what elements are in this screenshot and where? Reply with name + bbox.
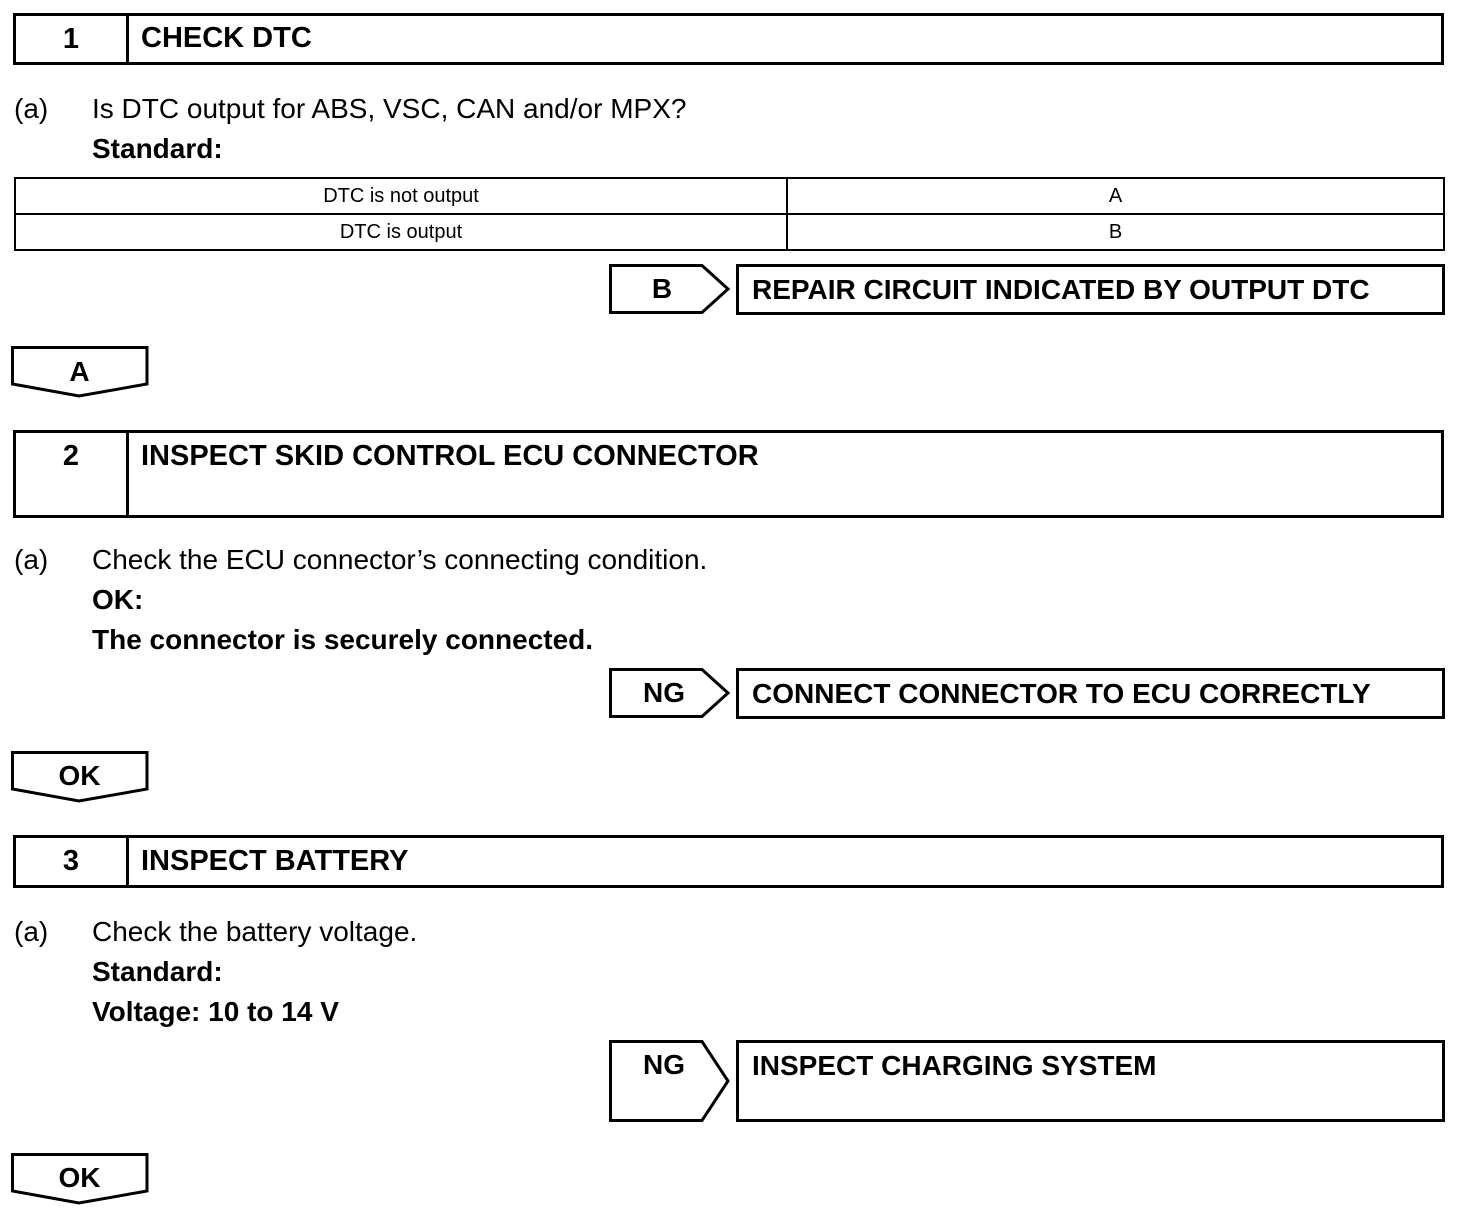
branch-label: NG — [643, 1049, 685, 1080]
standard-label: Standard: — [92, 956, 223, 987]
step-title: INSPECT SKID CONTROL ECU CONNECTOR — [141, 440, 759, 472]
branch-action-box: INSPECT CHARGING SYSTEM — [736, 1040, 1445, 1122]
ok-label: OK: — [92, 584, 144, 615]
step-number: 2 — [16, 433, 129, 515]
step-2-header — [13, 430, 1444, 518]
step-title: CHECK DTC — [141, 22, 312, 54]
table-cell-condition: DTC is not output — [15, 178, 787, 214]
branch-label: NG — [643, 677, 685, 708]
step-number: 1 — [16, 16, 129, 62]
standard-label: Standard: — [92, 133, 223, 164]
branch-action-box: CONNECT CONNECTOR TO ECU CORRECTLY — [736, 668, 1445, 719]
ok-condition: The connector is securely connected. — [92, 624, 594, 655]
table-cell-result: A — [787, 178, 1444, 214]
table-cell-condition: DTC is output — [15, 214, 787, 250]
table-row — [15, 214, 1444, 250]
next-label: OK — [58, 760, 101, 791]
item-label: (a) — [14, 544, 49, 575]
step-number: 3 — [16, 838, 129, 885]
branch-action-box: REPAIR CIRCUIT INDICATED BY OUTPUT DTC — [736, 264, 1445, 315]
standard-table — [14, 177, 1445, 251]
step-title: INSPECT BATTERY — [141, 845, 409, 877]
item-label: (a) — [14, 916, 49, 947]
next-label: A — [69, 356, 90, 387]
standard-value: Voltage: 10 to 14 V — [92, 996, 339, 1027]
step-2-instruction: Check the ECU connector’s connecting condition. — [92, 544, 708, 575]
branch-label: B — [651, 273, 673, 304]
next-label: OK — [58, 1162, 101, 1193]
table-row — [15, 178, 1444, 214]
step-1-header — [13, 13, 1444, 65]
table-cell-result: B — [787, 214, 1444, 250]
step-3-header — [13, 835, 1444, 888]
step-3-instruction: Check the battery voltage. — [92, 916, 418, 947]
step-1-question: Is DTC output for ABS, VSC, CAN and/or MPX? — [92, 93, 687, 124]
item-label: (a) — [14, 93, 49, 124]
